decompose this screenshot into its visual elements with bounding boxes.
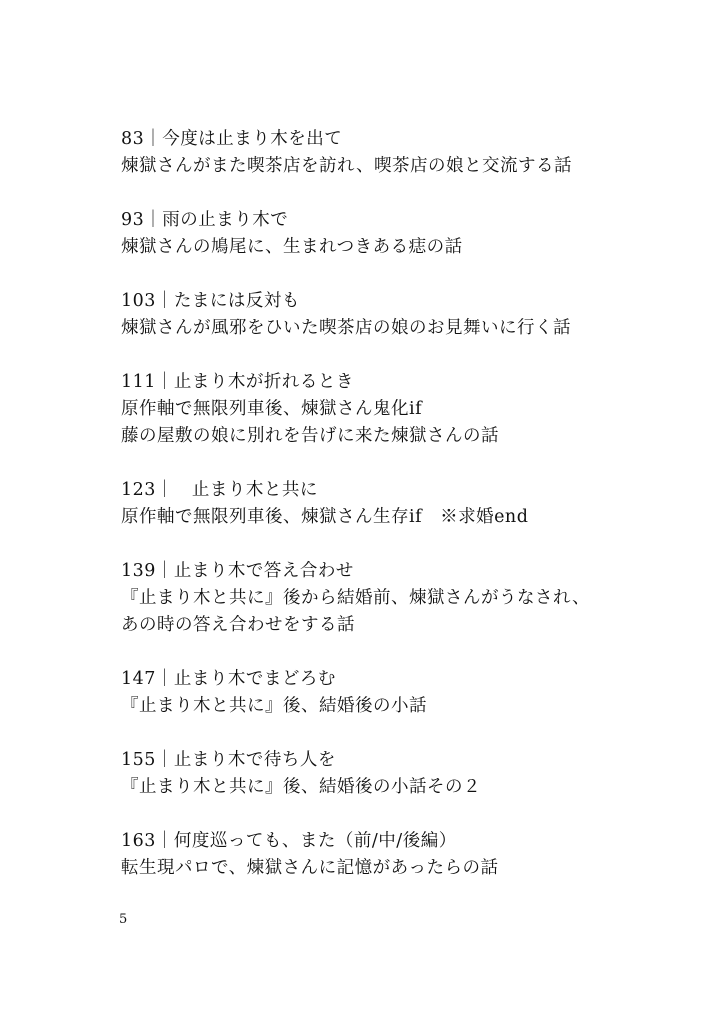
entry-description: 煉獄さんの鳩尾に、生まれつきある痣の話 bbox=[121, 237, 463, 257]
toc-entry bbox=[121, 477, 701, 531]
entry-heading: 163｜何度巡っても、また（前/中/後編） bbox=[121, 831, 457, 851]
toc-entry bbox=[121, 288, 701, 342]
table-of-contents bbox=[121, 126, 701, 909]
entry-description: 『止まり木と共に』後、結婚後の小話 bbox=[121, 696, 427, 716]
toc-entry bbox=[121, 207, 701, 261]
entry-heading: 123｜ 止まり木と共に bbox=[121, 480, 318, 500]
entry-description: 煉獄さんがまた喫茶店を訪れ、喫茶店の娘と交流する話 bbox=[121, 156, 573, 176]
entry-heading: 103｜たまには反対も bbox=[121, 291, 300, 311]
toc-entry bbox=[121, 828, 701, 882]
entry-heading: 83｜今度は止まり木を出て bbox=[121, 129, 343, 149]
entry-heading: 155｜止まり木で待ち人を bbox=[121, 750, 336, 770]
entry-heading: 147｜止まり木でまどろむ bbox=[121, 669, 336, 689]
entry-description: 藤の屋敷の娘に別れを告げに来た煉獄さんの話 bbox=[121, 426, 499, 446]
toc-entry bbox=[121, 747, 701, 801]
entry-heading: 93｜雨の止まり木で bbox=[121, 210, 289, 230]
entry-heading: 111｜止まり木が折れるとき bbox=[121, 372, 354, 392]
page-number: 5 bbox=[119, 912, 128, 927]
entry-description: 煉獄さんが風邪をひいた喫茶店の娘のお見舞いに行く話 bbox=[121, 318, 571, 338]
toc-entry bbox=[121, 666, 701, 720]
entry-description: 転生現パロで、煉獄さんに記憶があったらの話 bbox=[121, 858, 499, 878]
entry-description: あの時の答え合わせをする話 bbox=[121, 615, 355, 635]
toc-entry bbox=[121, 558, 701, 639]
entry-description: 『止まり木と共に』後、結婚後の小話その２ bbox=[121, 777, 481, 797]
entry-description: 『止まり木と共に』後から結婚前、煉獄さんがうなされ、 bbox=[121, 588, 591, 608]
entry-description: 原作軸で無限列車後、煉獄さん鬼化if bbox=[121, 399, 423, 419]
toc-entry bbox=[121, 126, 701, 180]
entry-heading: 139｜止まり木で答え合わせ bbox=[121, 561, 354, 581]
toc-entry bbox=[121, 369, 701, 450]
entry-description: 原作軸で無限列車後、煉獄さん生存if ※求婚end bbox=[121, 507, 529, 527]
